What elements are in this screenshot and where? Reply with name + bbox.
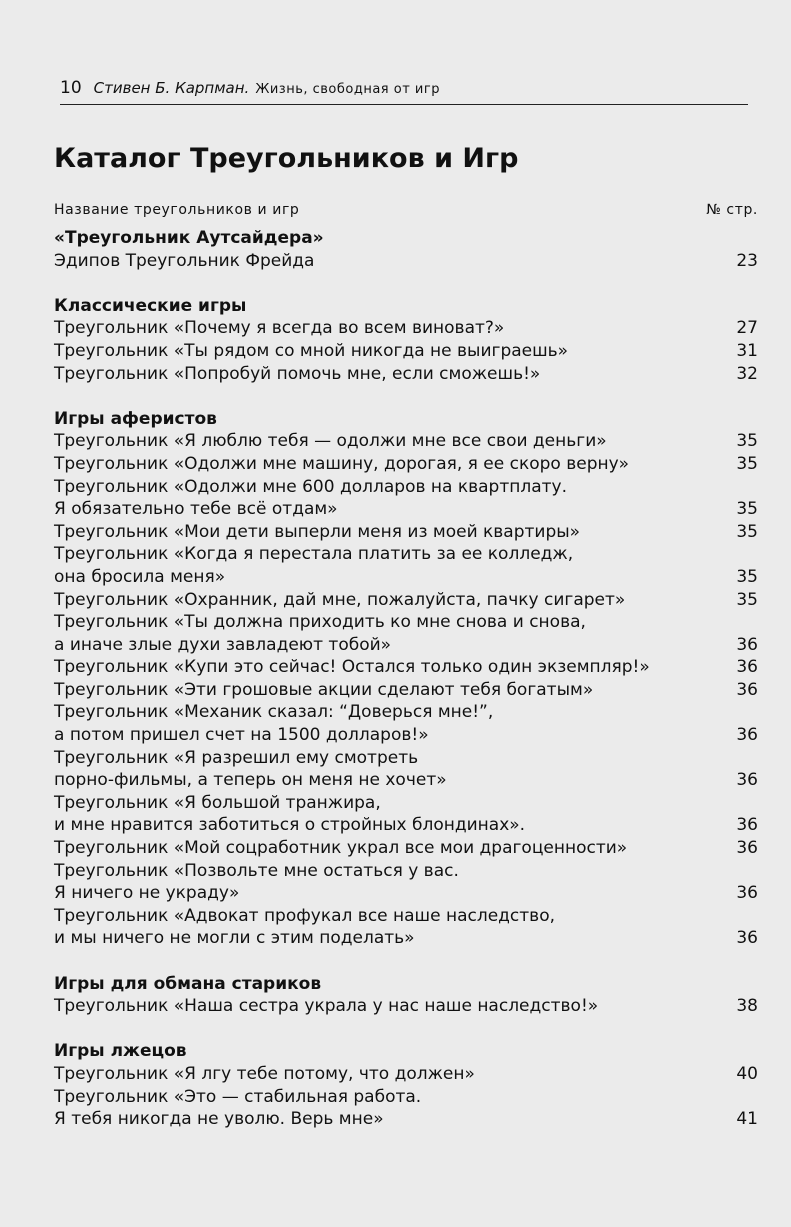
entry-text: Треугольник «Адвокат профукал все наше наследство,: [54, 905, 556, 926]
entry-page-number: 36: [736, 838, 758, 859]
entry-page-number: 31: [736, 340, 758, 361]
toc-entry: [54, 905, 758, 950]
toc-entry: [54, 430, 758, 453]
column-header-name: Название треугольников и игр: [54, 202, 300, 218]
entry-page-number: 36: [736, 657, 758, 678]
toc-entry: [54, 701, 758, 746]
entry-page-number: 36: [736, 725, 758, 746]
entry-page-number: 35: [736, 453, 758, 474]
entry-text: Эдипов Треугольник Фрейда: [54, 250, 315, 271]
entry-page-number: 23: [736, 250, 758, 271]
entry-page-number: 36: [736, 679, 758, 700]
toc-entry: [54, 792, 758, 837]
entry-text: Треугольник «Когда я перестала платить за ее колледж,: [54, 544, 574, 565]
entry-text: и мы ничего не могли с этим поделать»: [54, 928, 415, 949]
toc-section: [54, 1040, 758, 1130]
page-title: Каталог Треугольников и Игр: [54, 143, 519, 174]
entry-page-number: 32: [736, 363, 758, 384]
entry-text: Треугольник «Мои дети выперли меня из моей квартиры»: [54, 521, 581, 542]
entry-page-number: 35: [736, 566, 758, 587]
entry-page-number: 36: [736, 815, 758, 836]
entry-text: Треугольник «Одолжи мне 600 долларов на квартплату.: [54, 476, 567, 497]
toc-entry: [54, 250, 758, 273]
section-title: Классические игры: [54, 295, 247, 316]
entry-text: Треугольник «Купи это сейчас! Остался только один экземпляр!»: [54, 657, 650, 678]
toc-section: [54, 973, 758, 1018]
toc-entry: [54, 679, 758, 702]
toc-entry: [54, 453, 758, 476]
entry-page-number: 35: [736, 499, 758, 520]
entry-text: Треугольник «Механик сказал: “Доверься мне!”,: [54, 702, 494, 723]
entry-text: а потом пришел счет на 1500 долларов!»: [54, 725, 429, 746]
entry-text: Треугольник «Почему я всегда во всем виноват?»: [54, 318, 505, 339]
entry-text: Треугольник «Ты рядом со мной никогда не выиграешь»: [54, 340, 569, 361]
entry-text: Треугольник «Охранник, дай мне, пожалуйста, пачку сигарет»: [54, 589, 626, 610]
entry-page-number: 35: [736, 521, 758, 542]
page-number: 10: [60, 78, 82, 98]
entry-text: Треугольник «Я разрешил ему смотреть: [54, 747, 419, 768]
entry-text: Треугольник «Ты должна приходить ко мне снова и снова,: [54, 612, 586, 633]
entry-text: Треугольник «Попробуй помочь мне, если сможешь!»: [54, 363, 541, 384]
section-title: Игры лжецов: [54, 1041, 187, 1062]
toc-entry: [54, 1086, 758, 1131]
entry-page-number: 35: [736, 431, 758, 452]
toc-section: [54, 408, 758, 950]
section-title: Игры для обмана стариков: [54, 973, 322, 994]
entry-text: Треугольник «Наша сестра украла у нас наше наследство!»: [54, 996, 599, 1017]
entry-text: Я ничего не украду»: [54, 883, 240, 904]
table-of-contents: [54, 227, 758, 1131]
entry-text: Треугольник «Я люблю тебя — одолжи мне все свои деньги»: [54, 431, 607, 452]
toc-entry: [54, 995, 758, 1018]
entry-page-number: 38: [736, 996, 758, 1017]
entry-text: Треугольник «Я лгу тебе потому, что должен»: [54, 1063, 475, 1084]
toc-entry: [54, 1063, 758, 1086]
entry-text: а иначе злые духи завладеют тобой»: [54, 634, 392, 655]
entry-page-number: 35: [736, 589, 758, 610]
toc-entry: [54, 837, 758, 860]
entry-text: и мне нравится заботиться о стройных блондинах».: [54, 815, 526, 836]
toc-entry: [54, 656, 758, 679]
entry-text: она бросила меня»: [54, 566, 226, 587]
entry-page-number: 40: [736, 1063, 758, 1084]
entry-page-number: 36: [736, 634, 758, 655]
entry-text: Треугольник «Позвольте мне остаться у вас.: [54, 860, 459, 881]
toc-entry: [54, 476, 758, 521]
entry-page-number: 27: [736, 318, 758, 339]
toc-entry: [54, 317, 758, 340]
toc-entry: [54, 860, 758, 905]
section-title: «Треугольник Аутсайдера»: [54, 228, 324, 248]
entry-text: Треугольник «Мой соцработник украл все мои драгоценности»: [54, 838, 628, 859]
entry-text: Треугольник «Одолжи мне машину, дорогая, я ее скоро верну»: [54, 453, 630, 474]
entry-page-number: 36: [736, 770, 758, 791]
toc-entry: [54, 589, 758, 612]
header-author: Стивен Б. Карпман.: [93, 79, 250, 97]
entry-text: Я обязательно тебе всё отдам»: [54, 499, 338, 520]
toc-entry: [54, 543, 758, 588]
column-header-page: № стр.: [706, 202, 758, 218]
toc-entry: [54, 611, 758, 656]
entry-text: Я тебя никогда не уволю. Верь мне»: [54, 1109, 384, 1130]
entry-text: порно-фильмы, а теперь он меня не хочет»: [54, 770, 447, 791]
column-headers: [54, 200, 758, 220]
toc-section: [54, 227, 758, 272]
toc-entry: [54, 747, 758, 792]
toc-entry: [54, 521, 758, 544]
section-title: Игры аферистов: [54, 408, 217, 429]
header-book-title: Жизнь, свободная от игр: [255, 82, 440, 97]
entry-text: Треугольник «Я большой транжира,: [54, 792, 381, 813]
entry-page-number: 36: [736, 928, 758, 949]
entry-page-number: 41: [736, 1109, 758, 1130]
toc-section: [54, 295, 758, 385]
entry-text: Треугольник «Это — стабильная работа.: [54, 1086, 422, 1107]
entry-text: Треугольник «Эти грошовые акции сделают тебя богатым»: [54, 679, 594, 700]
toc-entry: [54, 363, 758, 386]
running-header: [60, 78, 748, 105]
entry-page-number: 36: [736, 883, 758, 904]
toc-entry: [54, 340, 758, 363]
